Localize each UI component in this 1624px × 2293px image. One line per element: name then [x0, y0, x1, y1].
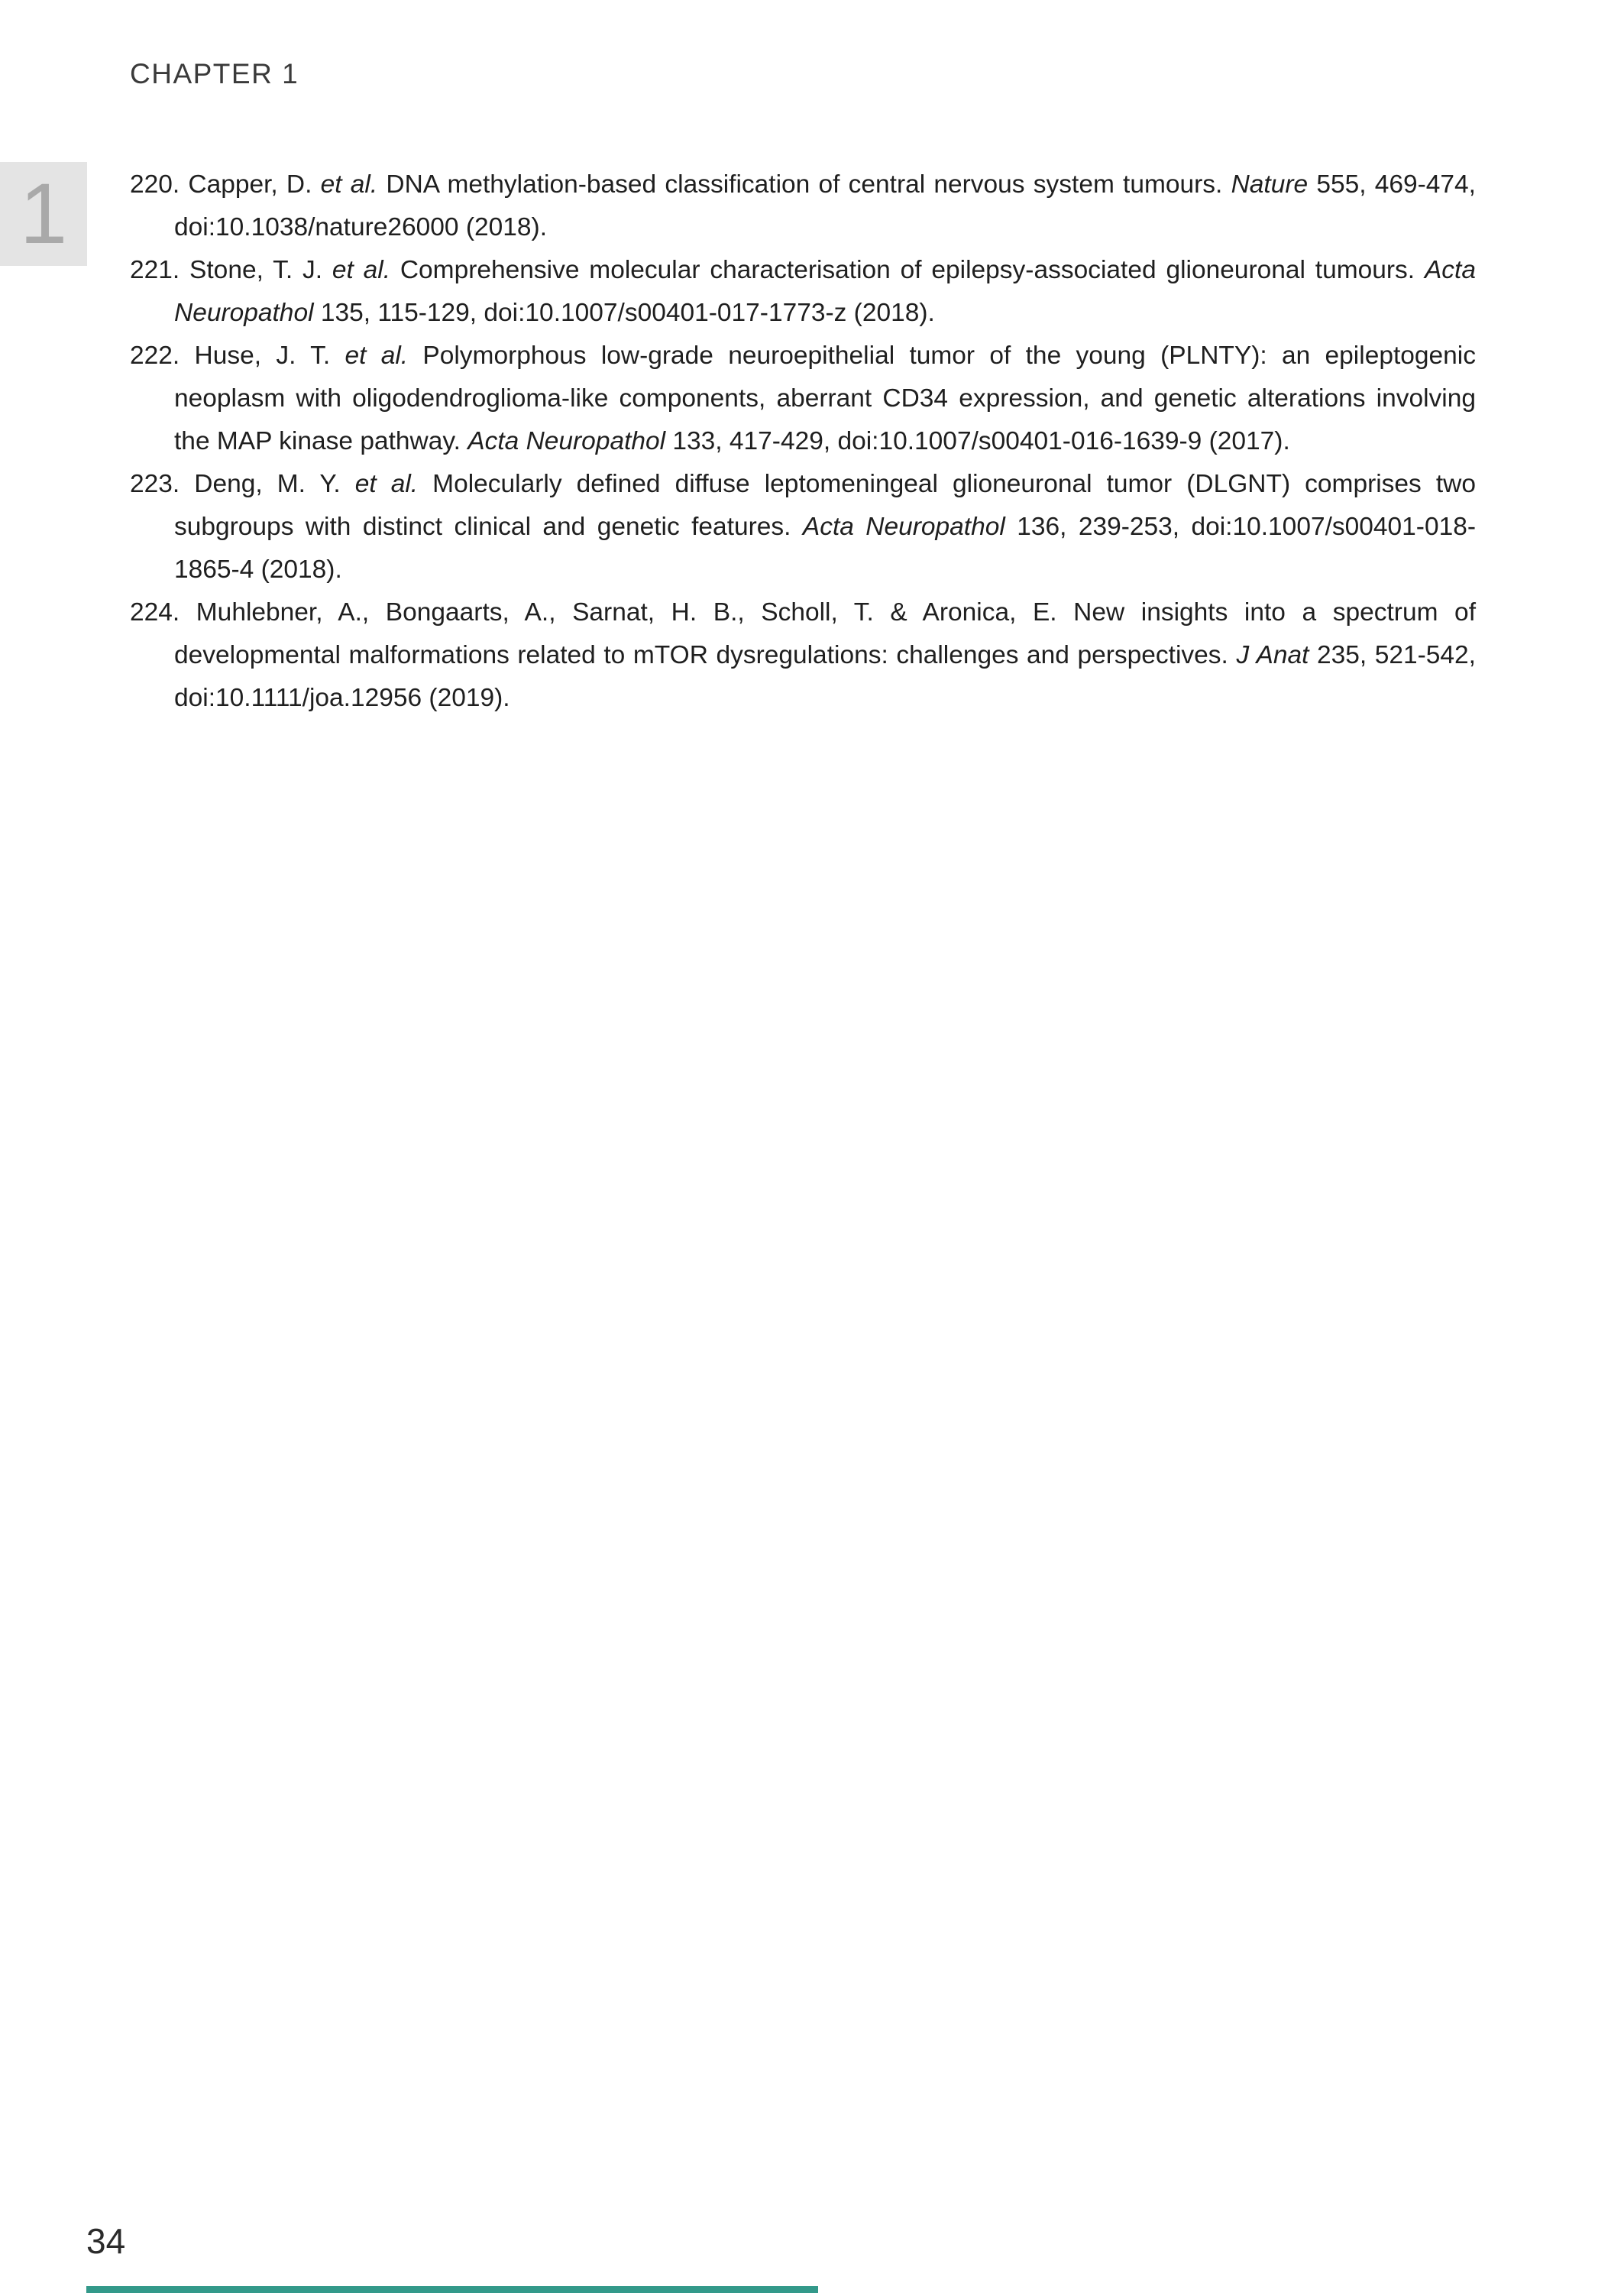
reference-text: Polymorphous low-grade neuroepithelial tumor of the young (PLNTY): an epileptogenic neoplasm with oligodendroglioma-like components, aberrant CD34 expression, and genetic alterations involving the MAP kinase pathway.	[174, 342, 1476, 455]
reference-item	[130, 591, 1476, 720]
reference-text: Huse, J. T.	[194, 342, 345, 370]
reference-number: 223.	[130, 470, 180, 498]
chapter-tab	[0, 162, 87, 266]
reference-list	[130, 164, 1476, 720]
reference-item	[130, 463, 1476, 591]
reference-text: 235, 521-542, doi:10.1111/joa.12956 (2019).	[174, 641, 1476, 712]
reference-text: 136, 239-253, doi:10.1007/s00401-018-1865-4 (2018).	[174, 513, 1476, 584]
page-number: 34	[86, 2221, 126, 2261]
reference-text: 135, 115-129, doi:10.1007/s00401-017-1773-z (2018).	[313, 299, 935, 327]
reference-italic-text: Nature	[1231, 170, 1309, 199]
reference-italic-text: et al.	[345, 342, 409, 370]
reference-text: DNA methylation-based classification of central nervous system tumours.	[377, 170, 1231, 199]
reference-number: 224.	[130, 598, 180, 627]
reference-italic-text: Acta Neuropathol	[802, 513, 1005, 541]
reference-text: Molecularly defined diffuse leptomeningeal glioneuronal tumor (DLGNT) comprises two subgroups with distinct clinical and genetic features.	[174, 470, 1476, 541]
reference-italic-text: et al.	[354, 470, 419, 498]
reference-text: Stone, T. J.	[189, 256, 332, 284]
reference-italic-text: Acta Neuropathol	[467, 427, 666, 455]
reference-italic-text: et al.	[320, 170, 378, 199]
reference-text: Capper, D.	[188, 170, 321, 199]
reference-number: 220.	[130, 170, 180, 199]
footer-accent-bar	[86, 2286, 818, 2293]
chapter-tab-number: 1	[19, 166, 68, 261]
reference-item	[130, 335, 1476, 463]
reference-italic-text: Acta Neuropathol	[174, 256, 1476, 327]
reference-text: Comprehensive molecular characterisation of epilepsy-associated glioneuronal tumours.	[390, 256, 1425, 284]
reference-italic-text: J Anat	[1236, 641, 1309, 669]
reference-item	[130, 164, 1476, 249]
reference-number: 221.	[130, 256, 180, 284]
reference-text: Muhlebner, A., Bongaarts, A., Sarnat, H. B., Scholl, T. & Aronica, E. New insights into a spectrum of developmental malformations related to mTOR dysregulations: challenges and perspectives.	[174, 598, 1476, 669]
chapter-header: CHAPTER 1	[130, 58, 299, 89]
reference-text: Deng, M. Y.	[194, 470, 355, 498]
reference-text: 133, 417-429, doi:10.1007/s00401-016-1639-9 (2017).	[665, 427, 1290, 455]
reference-text: 555, 469-474, doi:10.1038/nature26000 (2018).	[174, 170, 1476, 241]
reference-item	[130, 249, 1476, 335]
reference-number: 222.	[130, 342, 180, 370]
reference-italic-text: et al.	[332, 256, 391, 284]
